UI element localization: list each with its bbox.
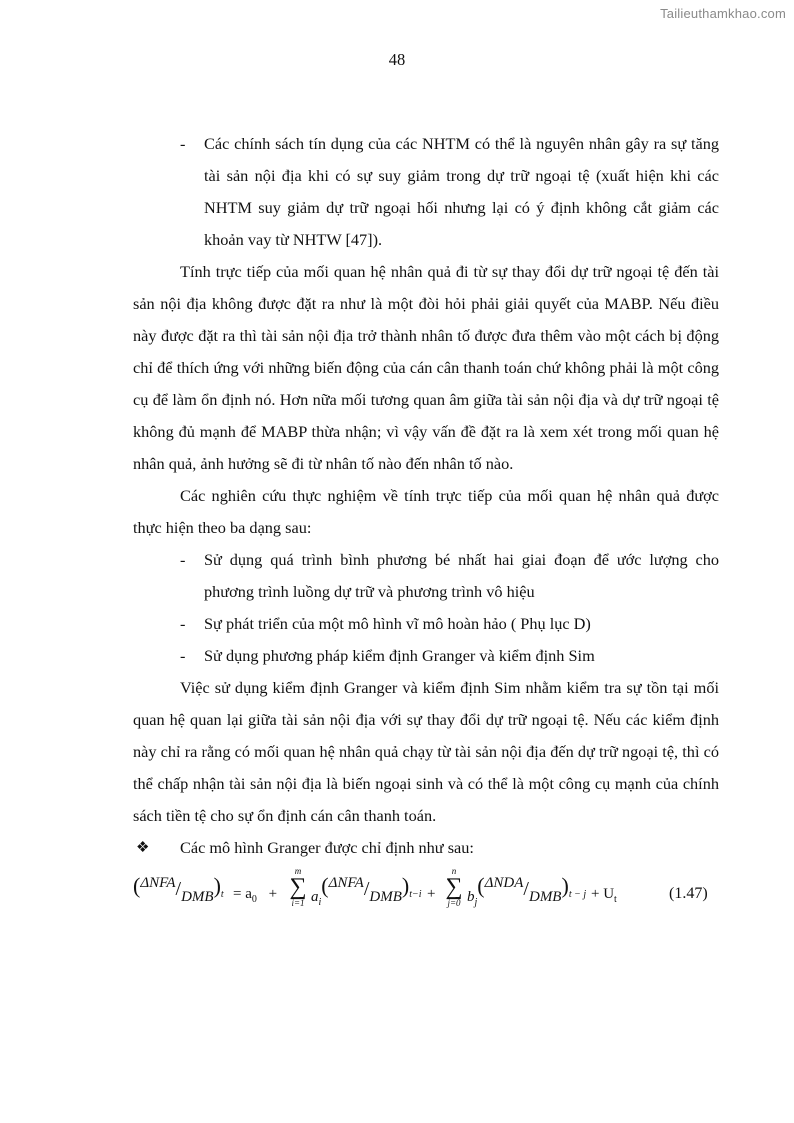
- bullet-text: Sử dụng quá trình bình phương bé nhất hai giai đoạn để ước lượng cho phương trình luồng dự trữ và phương trình vô hiệu: [204, 550, 719, 601]
- bullet-text: Các chính sách tín dụng của các NHTM có thể là nguyên nhân gây ra sự tăng tài sản nội địa khi có sự suy giảm trong dự trữ ngoại tệ (xuất hiện khi các NHTM suy giảm dự trữ ngoại hối nhưng lại có ý định không cắt giảm các khoản vay từ NHTW [47]).: [204, 134, 719, 249]
- equation: [133, 866, 719, 918]
- paragraph: Các nghiên cứu thực nghiệm về tính trực tiếp của mối quan hệ nhân quả được thực hiện theo ba dạng sau:: [133, 486, 719, 537]
- summation-i: m ∑ i=1: [289, 866, 307, 908]
- equation-term-ai: $a_i(\Delta NFA/DMB)_{t-i}$: [311, 873, 422, 908]
- equation-error-term: + $U_t$: [591, 886, 617, 905]
- diamond-bullet-icon: ❖: [136, 840, 150, 856]
- bullet-text: Sự phát triển của một mô hình vĩ mô hoàn hảo ( Phụ lục D): [204, 614, 591, 633]
- equation-term-bj: $b_j(\Delta NDA/DMB)_{t - j}$: [467, 873, 587, 908]
- list-item: [133, 544, 719, 608]
- equation-number: (1.47): [669, 885, 708, 902]
- bullet-dash: -: [180, 134, 186, 153]
- paragraph: Tính trực tiếp của mối quan hệ nhân quả đi từ sự thay đổi dự trữ ngoại tệ đến tài sản nội địa không được đặt ra như là một đòi hỏi phải giải quyết của MABP. Nếu điều này được đặt ra thì tài sản nội địa trở thành nhân tố được đưa thêm vào một cách bị động chỉ để thích ứng với những biến động của cán cân thanh toán chứ không phải là một công cụ để làm ổn định nó. Hơn nữa mối tương quan âm giữa tài sản nội địa và dự trữ ngoại tệ không đủ mạnh để MABP thừa nhận; vì vậy vấn đề đặt ra là xem xét trong mối quan hệ nhân quả, ảnh hưởng sẽ đi từ nhân tố nào đến nhân tố nào.: [133, 262, 719, 473]
- equation-plus: +: [427, 886, 436, 902]
- document-body: [133, 128, 719, 918]
- equation-term-lhs: $(\Delta NFA/DMB)_t$: [133, 873, 224, 905]
- summation-j: n ∑ j=0: [445, 866, 463, 908]
- bullet-dash: -: [180, 550, 186, 569]
- bullet-text: Sử dụng phương pháp kiểm định Granger và kiểm định Sim: [204, 646, 595, 665]
- equation-constant: = $a_0$ +: [233, 886, 278, 905]
- watermark: Tailieuthamkhao.com: [660, 6, 786, 21]
- bullet-text: Các mô hình Granger được chỉ định như sau:: [180, 838, 474, 857]
- paragraph: Việc sử dụng kiểm định Granger và kiểm định Sim nhằm kiểm tra sự tồn tại mối quan hệ quan lại giữa tài sản nội địa với sự thay đổi dự trữ ngoại tệ. Nếu các kiểm định này chỉ ra rằng có mối quan hệ nhân quả chạy từ tài sản nội địa đến dự trữ ngoại tệ, thì có thể chấp nhận tài sản nội địa là biến ngoại sinh và có thể là một công cụ mạnh của chính sách tiền tệ cho sự ổn định cán cân thanh toán.: [133, 678, 719, 825]
- bullet-dash: -: [180, 646, 186, 665]
- list-item: [133, 608, 719, 640]
- page-number: 48: [388, 50, 406, 69]
- list-item: [133, 128, 719, 256]
- list-item: [133, 640, 719, 672]
- list-item: [133, 832, 719, 864]
- bullet-dash: -: [180, 614, 186, 633]
